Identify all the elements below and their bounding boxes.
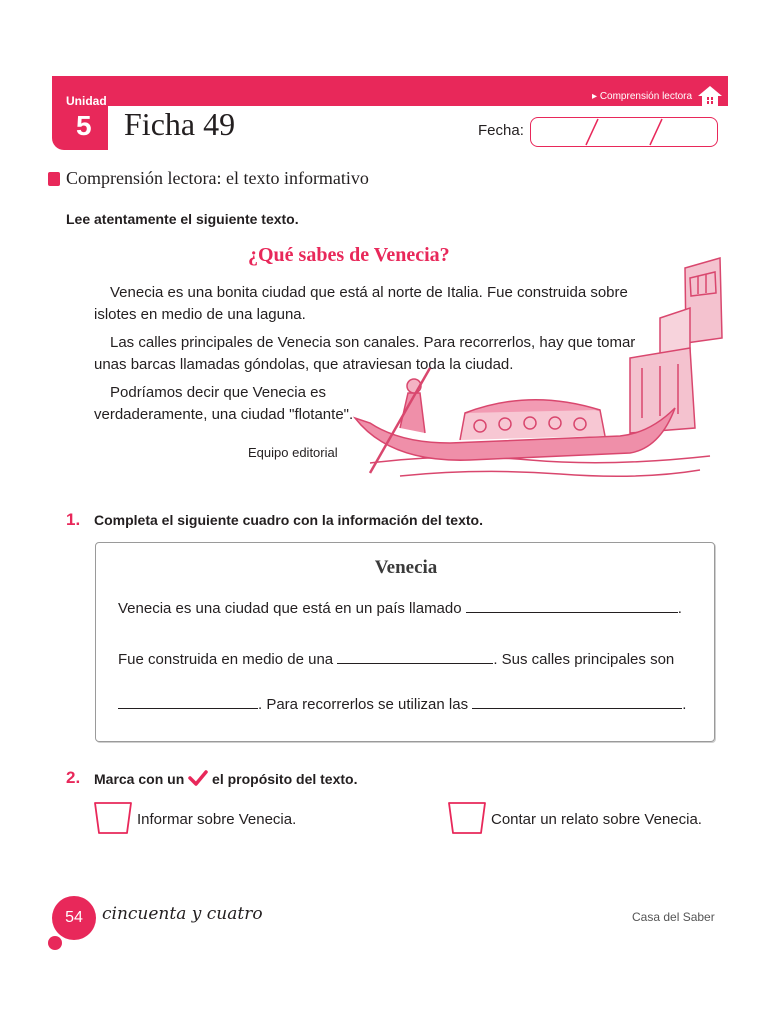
- reading-title: ¿Qué sabes de Venecia?: [248, 244, 450, 266]
- option-2-checkbox[interactable]: [446, 800, 488, 836]
- instruction: Lee atentamente el siguiente texto.: [66, 211, 299, 227]
- question-2-text-after: el propósito del texto.: [212, 771, 358, 787]
- question-2-text: [94, 770, 358, 787]
- checkmark-icon: [188, 770, 208, 786]
- box-line-3: [118, 694, 686, 713]
- paragraph-2-line-1: Las calles principales de Venecia son canales. Para recorrerlos, hay que tomar: [110, 334, 636, 351]
- page-number: 54: [52, 896, 96, 940]
- option-1-checkbox[interactable]: [92, 800, 134, 836]
- laguna-blank[interactable]: [337, 649, 493, 664]
- footer-brand: Casa del Saber: [632, 910, 715, 924]
- canales-blank[interactable]: [118, 694, 258, 709]
- question-1-text: Completa el siguiente cuadro con la información del texto.: [94, 512, 483, 528]
- section-tag: ▸ Comprensión lectora: [592, 91, 693, 102]
- country-blank[interactable]: [466, 598, 678, 613]
- paragraph-2-line-2: unas barcas llamadas góndolas, que atraviesan toda la ciudad.: [94, 356, 514, 373]
- section-title: Comprensión lectora: el texto informativo: [66, 168, 369, 188]
- section-tag-label: Comprensión lectora: [599, 91, 693, 102]
- box-line-3-text: . Para recorrerlos se utilizan las: [258, 696, 469, 713]
- paragraph-3-line-2: verdaderamente, una ciudad "flotante".: [94, 406, 354, 423]
- box-line-2-text-b: . Sus calles principales son: [493, 651, 675, 668]
- question-2-number: 2.: [66, 768, 81, 787]
- gondola-illustration: [330, 248, 730, 488]
- paragraph-3: [94, 382, 353, 426]
- page-dot: [48, 936, 62, 950]
- option-1-label: Informar sobre Venecia.: [137, 811, 297, 828]
- venecia-box: [95, 542, 715, 742]
- page-number-words: cincuenta y cuatro: [102, 904, 263, 924]
- paragraph-3-line-1: Podríamos decir que Venecia es: [110, 384, 326, 401]
- box-line-1-end: .: [677, 600, 682, 617]
- date-field[interactable]: [530, 117, 718, 147]
- box-line-2-text-a: Fue construida en medio de una: [118, 651, 334, 668]
- option-2-label: Contar un relato sobre Venecia.: [491, 811, 702, 828]
- box-line-1: [118, 598, 682, 617]
- box-line-1-text: Venecia es una ciudad que está en un país llamado: [118, 600, 462, 617]
- author: Equipo editorial: [248, 445, 338, 460]
- sheet-title: Ficha 49: [124, 106, 236, 142]
- paragraph-1-line-2: islotes en medio de una laguna.: [94, 306, 306, 323]
- box-line-3-end: .: [682, 696, 687, 713]
- section-marker: [48, 172, 60, 186]
- date-label: Fecha:: [478, 122, 524, 139]
- unit-label: Unidad: [66, 94, 107, 108]
- box-line-2: [118, 649, 674, 668]
- house-icon: [696, 84, 724, 108]
- question-2-text-before: Marca con un: [94, 771, 185, 787]
- paragraph-1-line-1: Venecia es una bonita ciudad que está al norte de Italia. Fue construida sobre: [110, 284, 628, 301]
- date-separators: [530, 117, 718, 147]
- gondolas-blank[interactable]: [472, 694, 682, 709]
- box-title: Venecia: [374, 557, 438, 578]
- question-1-number: 1.: [66, 510, 81, 529]
- unit-number: 5: [76, 110, 92, 141]
